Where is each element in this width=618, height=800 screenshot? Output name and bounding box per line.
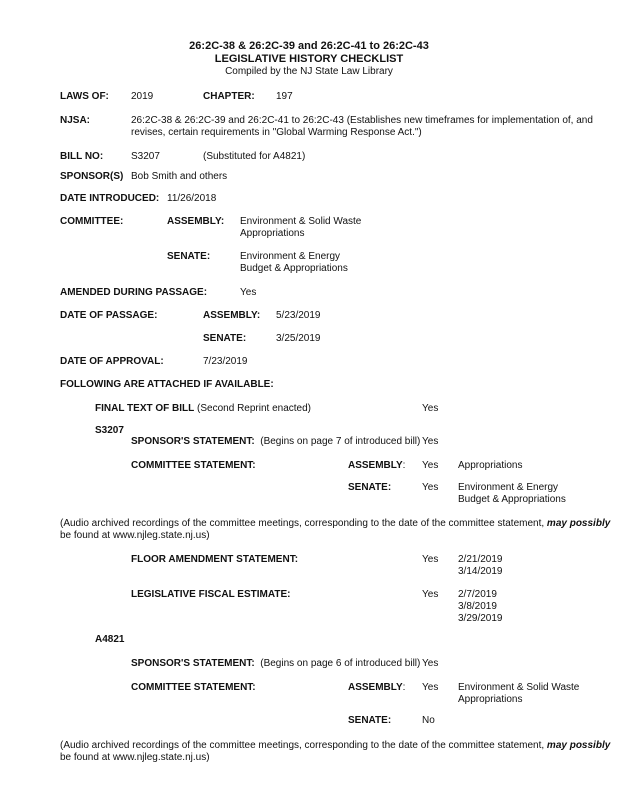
audio-note-1-emphasis: may possibly: [546, 518, 611, 529]
fiscal-estimate-value: Yes: [422, 589, 439, 600]
date-of-passage-label: DATE OF PASSAGE:: [60, 310, 158, 321]
date-introduced-value: 11/26/2018: [167, 193, 217, 204]
audio-note-1: [60, 518, 610, 530]
a4821-cs-senate-label: SENATE:: [348, 715, 392, 726]
committee-assembly-line-1: Environment & Solid Waste: [240, 216, 362, 227]
audio-note-2-emphasis: may possibly: [546, 740, 611, 751]
fiscal-estimate-date-1: 2/7/2019: [458, 589, 497, 600]
floor-amendment-date-2: 3/14/2019: [458, 566, 503, 577]
bill-no-value: S3207: [131, 151, 160, 162]
passage-senate-label: SENATE:: [203, 333, 247, 344]
date-introduced-label: DATE INTRODUCED:: [60, 193, 160, 204]
s3207-committee-statement-label: COMMITTEE STATEMENT:: [131, 460, 256, 471]
committee-senate-line-2: Budget & Appropriations: [240, 263, 348, 274]
s3207-cs-senate-label: SENATE:: [348, 482, 392, 493]
s3207-sponsor-statement-note: (Begins on page 7 of introduced bill): [260, 436, 421, 447]
chapter-label: CHAPTER:: [203, 91, 255, 102]
floor-amendment-label: FLOOR AMENDMENT STATEMENT:: [131, 554, 299, 565]
s3207-cs-senate-value: Yes: [422, 482, 439, 493]
passage-senate-date: 3/25/2019: [276, 333, 321, 344]
s3207-cs-assembly-value: Yes: [422, 460, 439, 471]
a4821-cs-assembly-label: ASSEMBLY: [348, 682, 403, 693]
final-text-label: FINAL TEXT OF BILL: [95, 403, 195, 414]
s3207-sponsor-statement-label: SPONSOR'S STATEMENT:: [131, 436, 255, 447]
njsa-line-1: 26:2C-38 & 26:2C-39 and 26:2C-41 to 26:2C-43 (Establishes new timeframes for implementation of, and: [131, 115, 593, 126]
audio-note-1-text: (Audio archived recordings of the committee meetings, corresponding to the date of the committee statement,: [60, 518, 547, 529]
committee-senate-label: SENATE:: [167, 251, 211, 262]
final-text-row: [95, 403, 311, 415]
document-title-checklist: LEGISLATIVE HISTORY CHECKLIST: [214, 53, 404, 65]
passage-assembly-date: 5/23/2019: [276, 310, 321, 321]
a4821-cs-assembly-label-row: ASSEMBLY:: [348, 682, 406, 693]
sponsors-value: Bob Smith and others: [131, 171, 228, 182]
document-title: 26:2C-38 & 26:2C-39 and 26:2C-41 to 26:2C-43: [189, 40, 429, 52]
a4821-sponsor-statement-label: SPONSOR'S STATEMENT:: [131, 658, 255, 669]
date-of-approval-value: 7/23/2019: [203, 356, 248, 367]
audio-note-2-line-2: be found at www.njleg.state.nj.us): [60, 752, 210, 763]
a4821-sponsor-statement-note: (Begins on page 6 of introduced bill): [260, 658, 421, 669]
bill-no-label: BILL NO:: [60, 151, 104, 162]
a4821-sponsor-statement-value: Yes: [422, 658, 439, 669]
s3207-heading: S3207: [95, 425, 124, 436]
a4821-cs-senate-value: No: [422, 715, 435, 726]
fiscal-estimate-label: LEGISLATIVE FISCAL ESTIMATE:: [131, 589, 291, 600]
a4821-cs-assembly-committee-2: Appropriations: [458, 694, 523, 705]
floor-amendment-date-1: 2/21/2019: [458, 554, 503, 565]
fiscal-estimate-date-2: 3/8/2019: [458, 601, 497, 612]
s3207-cs-assembly-label-row: ASSEMBLY:: [348, 460, 406, 471]
sponsors-label: SPONSOR(S): [60, 171, 124, 182]
s3207-cs-assembly-committee: Appropriations: [458, 460, 523, 471]
committee-assembly-label: ASSEMBLY:: [167, 216, 225, 227]
laws-of-label: LAWS OF:: [60, 91, 109, 102]
a4821-committee-statement-label: COMMITTEE STATEMENT:: [131, 682, 256, 693]
chapter-value: 197: [276, 91, 293, 102]
amended-value: Yes: [240, 287, 257, 298]
s3207-cs-senate-committee-2: Budget & Appropriations: [458, 494, 566, 505]
committee-label: COMMITTEE:: [60, 216, 124, 227]
njsa-label: NJSA:: [60, 115, 91, 126]
amended-label: AMENDED DURING PASSAGE:: [60, 287, 208, 298]
bill-no-substituted: (Substituted for A4821): [203, 151, 306, 162]
passage-assembly-label: ASSEMBLY:: [203, 310, 261, 321]
njsa-line-2: revises, certain requirements in "Global Warming Response Act."): [131, 127, 422, 138]
s3207-cs-assembly-label: ASSEMBLY: [348, 460, 403, 471]
s3207-sponsor-statement-value: Yes: [422, 436, 439, 447]
attached-heading: FOLLOWING ARE ATTACHED IF AVAILABLE:: [60, 379, 274, 390]
laws-of-value: 2019: [131, 91, 154, 102]
audio-note-1-line-2: be found at www.njleg.state.nj.us): [60, 530, 210, 541]
a4821-cs-assembly-committee-1: Environment & Solid Waste: [458, 682, 580, 693]
a4821-sponsor-statement-row: [131, 658, 420, 670]
s3207-sponsor-statement-row: [131, 436, 420, 448]
floor-amendment-value: Yes: [422, 554, 439, 565]
fiscal-estimate-date-3: 3/29/2019: [458, 613, 503, 624]
audio-note-2: [60, 740, 610, 752]
a4821-heading: A4821: [95, 634, 125, 645]
document-subtitle: Compiled by the NJ State Law Library: [225, 66, 393, 77]
s3207-cs-senate-committee-1: Environment & Energy: [458, 482, 559, 493]
committee-assembly-line-2: Appropriations: [240, 228, 305, 239]
a4821-cs-assembly-value: Yes: [422, 682, 439, 693]
final-text-note: (Second Reprint enacted): [197, 403, 312, 414]
final-text-value: Yes: [422, 403, 439, 414]
committee-senate-line-1: Environment & Energy: [240, 251, 341, 262]
date-of-approval-label: DATE OF APPROVAL:: [60, 356, 164, 367]
audio-note-2-text: (Audio archived recordings of the committee meetings, corresponding to the date of the committee statement,: [60, 740, 547, 751]
